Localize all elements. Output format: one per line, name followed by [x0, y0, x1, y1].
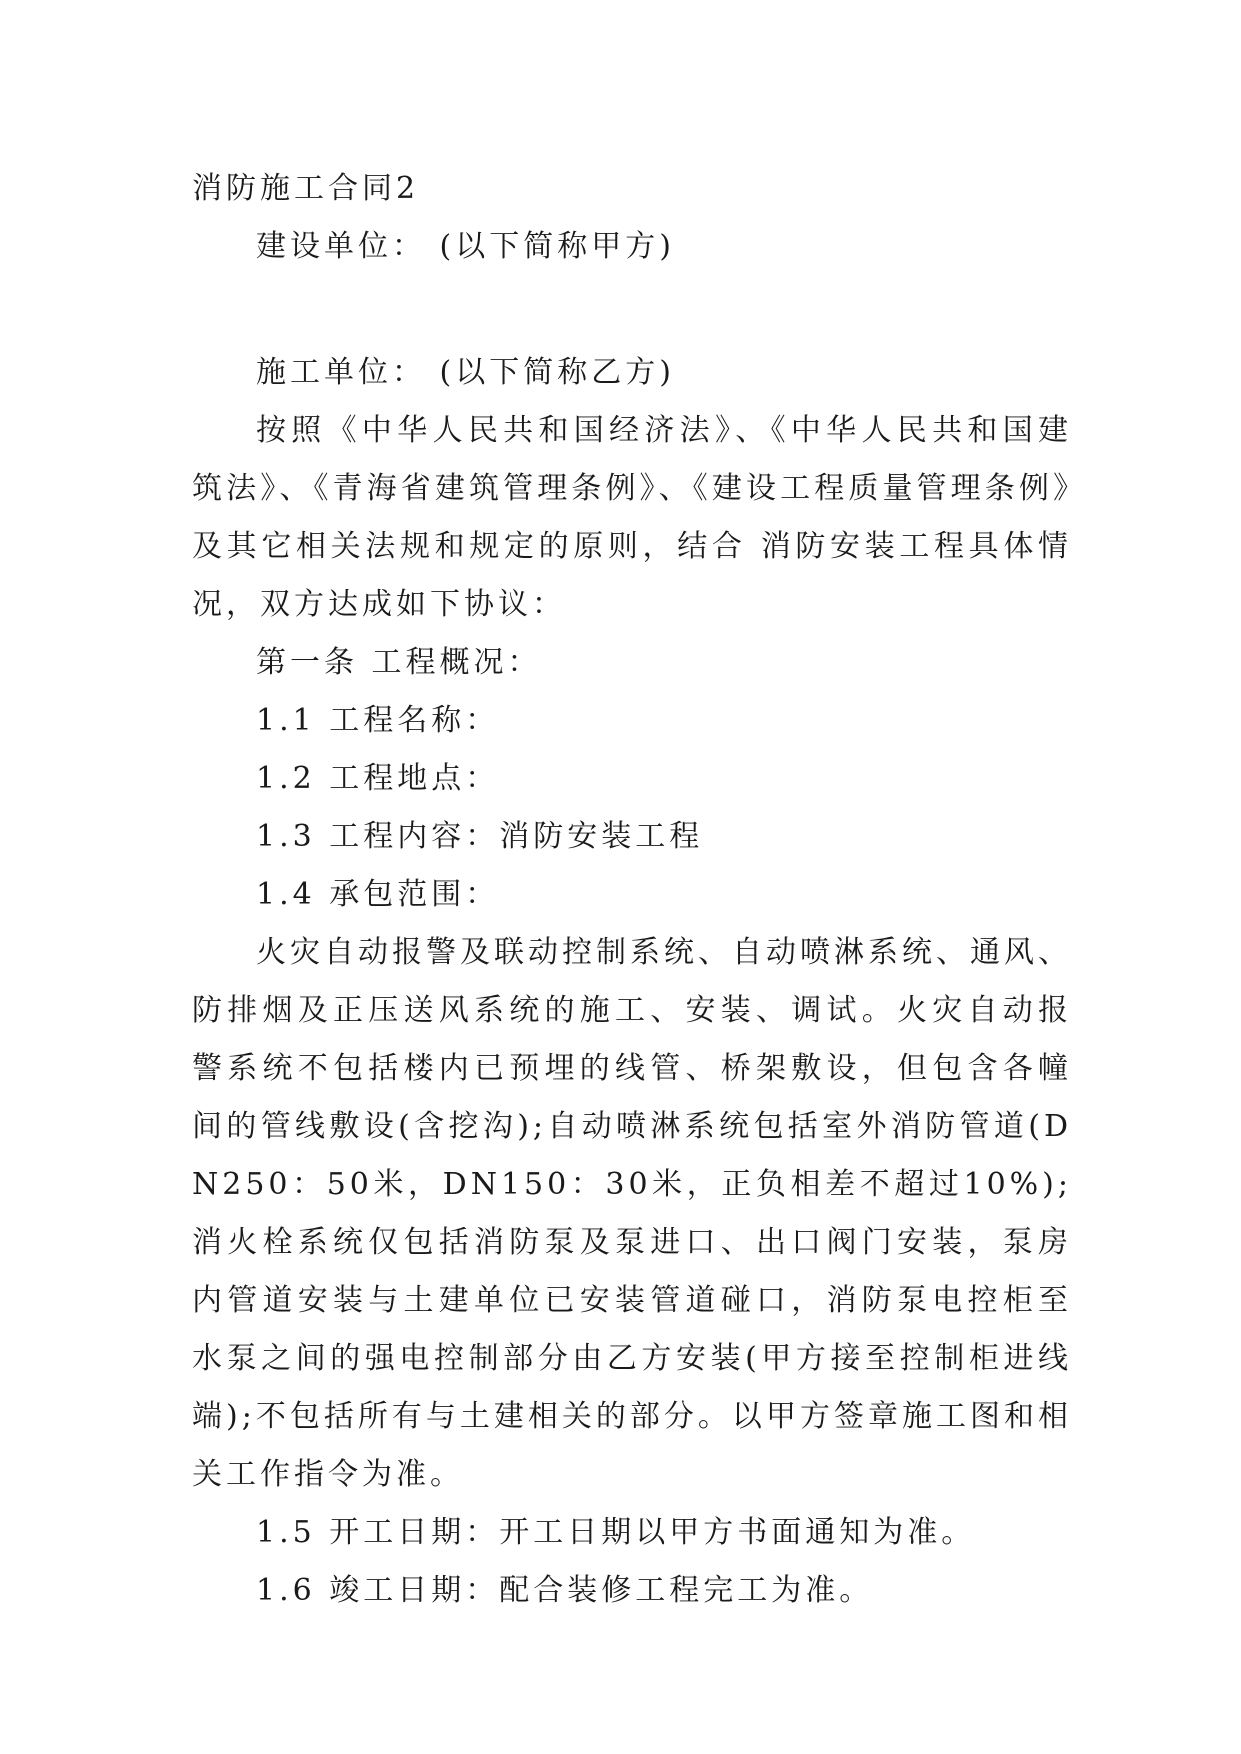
item-1-6: 1.6 竣工日期：配合装修工程完工为准。	[256, 1573, 874, 1608]
item-1-4: 1.4 承包范围：	[256, 877, 500, 912]
blank-spacer	[192, 276, 1072, 344]
article-1-heading: 第一条 工程概况：	[256, 645, 542, 680]
party-a-line: 建设单位： (以下简称甲方)	[256, 229, 675, 264]
scope-paragraph: 火灾自动报警及联动控制系统、自动喷淋系统、通风、防排烟及正压送风系统的施工、安装、调试。火灾自动报警系统不包括楼内已预埋的线管、桥架敷设，但包含各幢间的管线敷设(含挖沟);自动喷淋系统包括室外消防管道(DN250：50米，DN150：30米，正负相差不超过10%);消火栓系统仅包括消防泵及泵进口、出口阀门安装，泵房内管道安装与土建单位已安装管道碰口，消防泵电控柜至水泵之间的强电控制部分由乙方安装(甲方接至控制柜进线端);不包括所有与土建相关的部分。以甲方签章施工图和相关工作指令为准。	[192, 935, 1072, 1492]
preamble-paragraph: 按照《中华人民共和国经济法》、《中华人民共和国建筑法》、《青海省建筑管理条例》、《建设工程质量管理条例》及其它相关法规和规定的原则，结合 消防安装工程具体情况，双方达成如下协议：	[192, 413, 1072, 622]
item-1-1: 1.1 工程名称：	[256, 703, 500, 738]
item-1-2: 1.2 工程地点：	[256, 761, 500, 796]
document-title: 消防施工合同2	[192, 171, 420, 206]
document-body	[192, 160, 1072, 1620]
item-1-5: 1.5 开工日期：开工日期以甲方书面通知为准。	[256, 1515, 976, 1550]
item-1-3: 1.3 工程内容：消防安装工程	[256, 819, 704, 854]
party-b-line: 施工单位： (以下简称乙方)	[256, 355, 675, 390]
